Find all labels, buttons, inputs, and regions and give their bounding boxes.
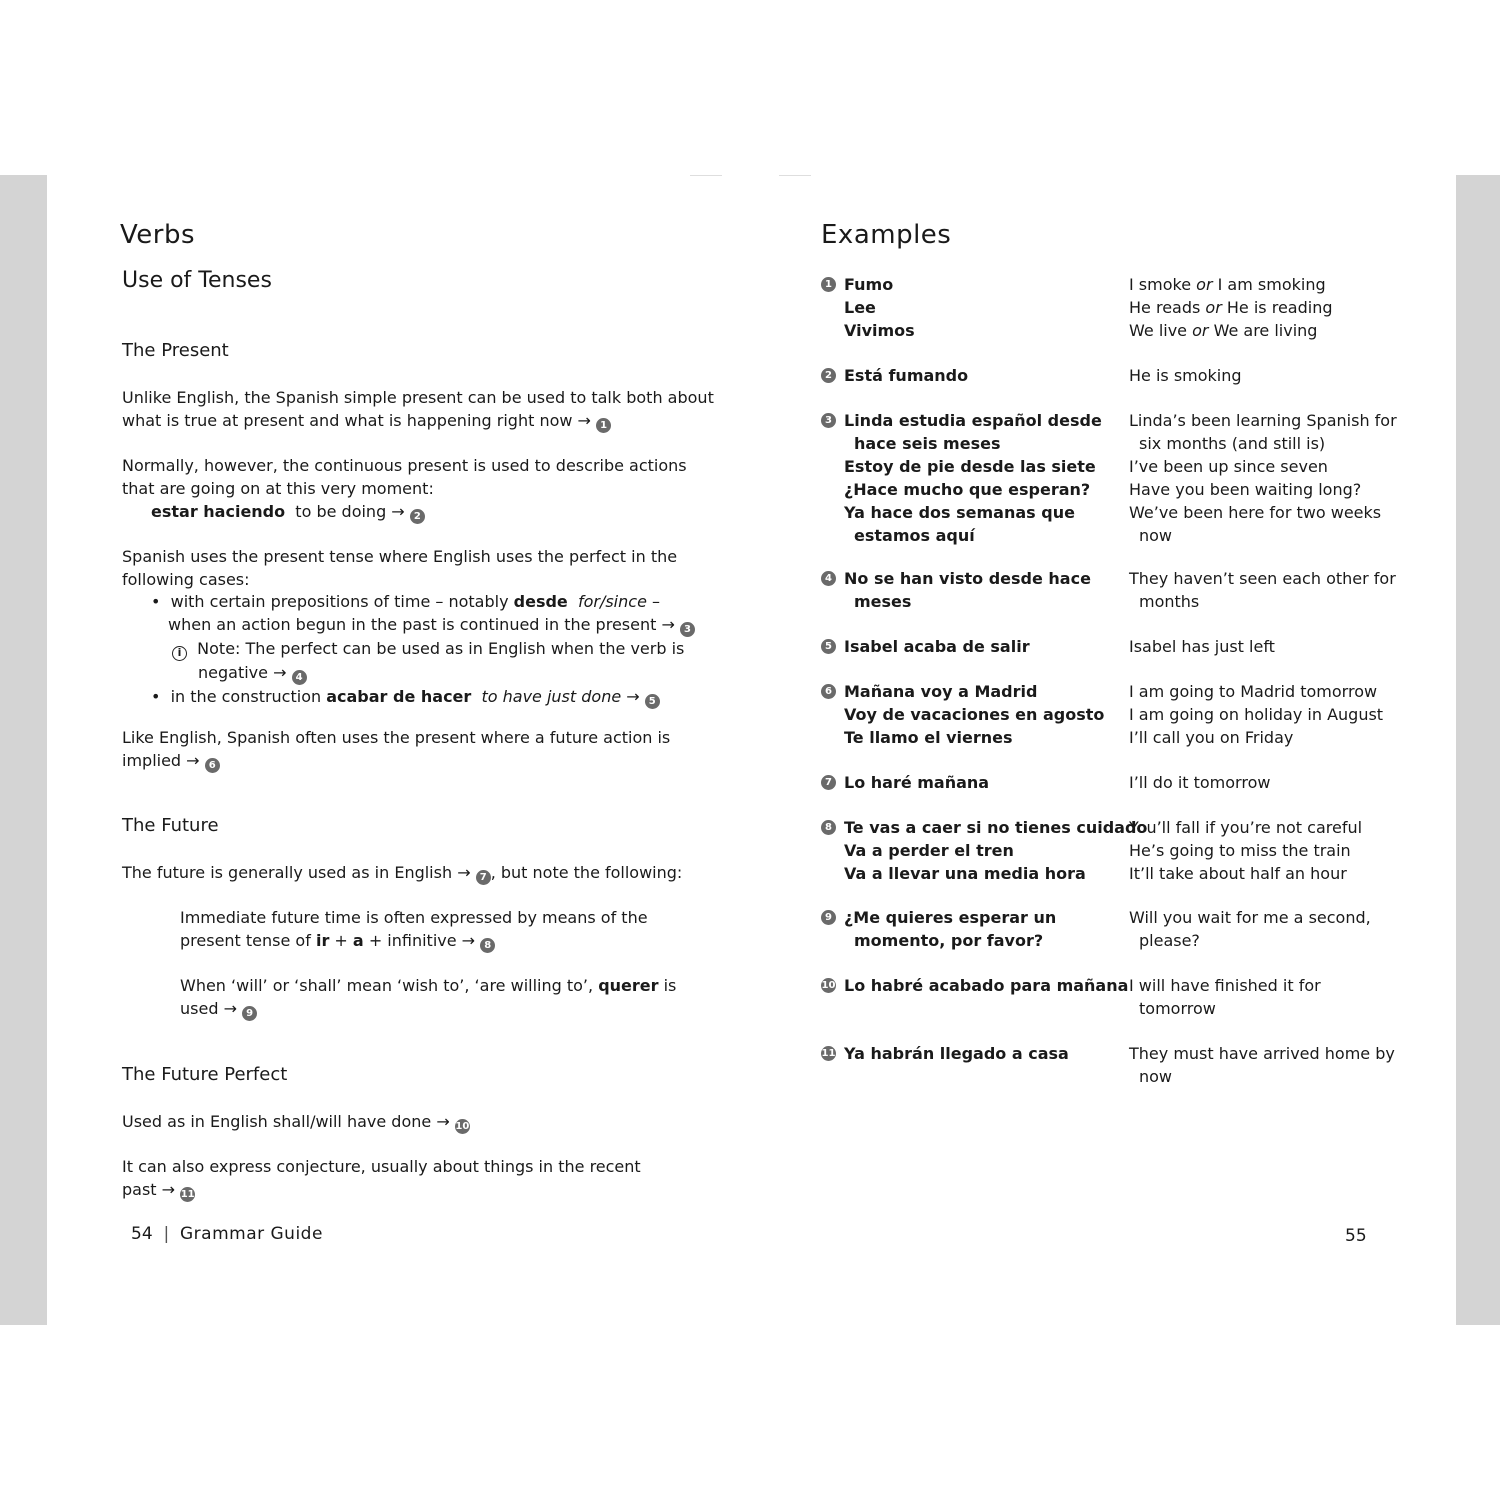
example-spanish: [844, 273, 915, 342]
example-english-line: Have you been waiting long?: [1129, 480, 1362, 499]
text-span: to have just done: [481, 687, 622, 706]
text-span: I am smoking: [1217, 275, 1326, 294]
text-line: Unlike English, the Spanish simple present can be used to talk both about: [122, 388, 714, 407]
example-number-icon: 1: [821, 277, 836, 292]
ref-number-icon[interactable]: 9: [242, 1006, 257, 1021]
example-english: [1129, 974, 1321, 1020]
text-span: We live: [1129, 321, 1188, 340]
text-line: Like English, Spanish often uses the present where a future action is: [122, 728, 671, 747]
future-perfect-heading: The Future Perfect: [122, 1064, 288, 1085]
text-span: , but note the following:: [490, 863, 683, 882]
example-english: [1129, 771, 1270, 794]
text-span: is: [663, 976, 677, 995]
example-spanish: [844, 364, 968, 387]
example-number-icon: 4: [821, 571, 836, 586]
example-english-line: I’ll do it tomorrow: [1129, 773, 1271, 792]
example-number-icon: 11: [821, 1048, 836, 1059]
example-number-icon: 2: [821, 368, 836, 383]
example-spanish: [844, 680, 1104, 749]
crop-mark: [690, 175, 722, 176]
example-english: [1129, 273, 1333, 342]
present-para-2: [122, 454, 687, 524]
text-span: when an action begun in the past is continued in the present →: [168, 615, 675, 634]
text-line: [122, 749, 670, 773]
example-spanish-line: Linda estudia español desde: [844, 411, 1102, 430]
page-number: 54: [131, 1224, 153, 1244]
example-english-line: I’ll call you on Friday: [1129, 728, 1294, 747]
spanish-term: a: [352, 931, 364, 950]
future-perfect-para-2: [122, 1155, 641, 1202]
ref-number-icon[interactable]: 3: [680, 622, 695, 637]
example-number-icon: 10: [821, 980, 836, 991]
example-spanish-line: Vivimos: [844, 321, 915, 340]
example-english: [1129, 567, 1396, 613]
example-english-line: please?: [1139, 931, 1200, 950]
example-english-line: He is smoking: [1129, 366, 1242, 385]
text-span: past →: [122, 1180, 176, 1199]
text-span: When ‘will’ or ‘shall’ mean ‘wish to’, ‘are willing to’,: [180, 976, 594, 995]
example-english-line: months: [1139, 592, 1200, 611]
example-spanish-line: Ya habrán llegado a casa: [844, 1044, 1069, 1063]
example-english-line: now: [1139, 526, 1173, 545]
example-number-icon: 3: [821, 413, 836, 428]
future-para-1: [122, 861, 682, 885]
example-english-line: [1129, 273, 1333, 296]
example-spanish: [844, 1042, 1069, 1065]
example-spanish-line: hace seis meses: [854, 434, 1001, 453]
example-number-icon: 9: [821, 910, 836, 925]
ref-number-icon[interactable]: 5: [645, 694, 660, 709]
example-number-icon: 5: [821, 639, 836, 654]
footer-title: Grammar Guide: [180, 1224, 323, 1244]
example-english-line: Isabel has just left: [1129, 637, 1275, 656]
example-english-line: We’ve been here for two weeks: [1129, 503, 1382, 522]
text-line: It can also express conjecture, usually about things in the recent: [122, 1157, 641, 1176]
example-spanish-line: momento, por favor?: [854, 931, 1044, 950]
text-span: He reads: [1129, 298, 1201, 317]
example-spanish: [844, 771, 989, 794]
text-span: Note: The perfect can be used as in English when the verb is: [197, 639, 685, 658]
example-spanish: [844, 635, 1030, 658]
example-spanish-line: Te llamo el viernes: [844, 728, 1013, 747]
example-english: [1129, 635, 1275, 658]
section-title: Use of Tenses: [122, 268, 272, 293]
example-english: [1129, 906, 1371, 952]
future-perfect-para-1: [122, 1110, 470, 1134]
footer-left: [131, 1224, 323, 1244]
text-span: implied →: [122, 751, 200, 770]
text-line: [122, 500, 687, 524]
left-margin-bar: [0, 175, 47, 1325]
example-english-line: now: [1139, 1067, 1173, 1086]
example-spanish-line: Va a llevar una media hora: [844, 864, 1086, 883]
example-spanish-line: Te vas a caer si no tienes cuidado: [844, 818, 1148, 837]
ref-number-icon[interactable]: 8: [480, 938, 495, 953]
example-english-line: [1129, 296, 1333, 319]
text-line: [122, 409, 714, 433]
text-span: +: [334, 931, 348, 950]
example-number-icon: 7: [821, 775, 836, 790]
text-line: [180, 929, 648, 953]
text-span: or: [1205, 298, 1222, 317]
example-english-line: [1129, 319, 1333, 342]
text-line: that are going on at this very moment:: [122, 479, 434, 498]
text-span: present tense of: [180, 931, 311, 950]
example-spanish-line: Lo haré mañana: [844, 773, 990, 792]
text-span: The future is generally used as in English →: [122, 863, 471, 882]
example-english-line: It’ll take about half an hour: [1129, 864, 1347, 883]
future-para-2: [180, 906, 648, 953]
text-span: or: [1192, 321, 1209, 340]
text-line: [151, 613, 695, 637]
text-span: –: [652, 592, 660, 611]
example-english-line: I will have finished it for: [1129, 976, 1321, 995]
text-span: to be doing →: [295, 502, 405, 521]
example-english-line: tomorrow: [1139, 999, 1216, 1018]
present-heading: The Present: [122, 340, 229, 361]
future-para-3: [180, 974, 676, 1021]
present-para-3: [122, 545, 677, 591]
ref-number-icon[interactable]: 2: [410, 509, 425, 524]
example-english-line: I am going to Madrid tomorrow: [1129, 682, 1378, 701]
spanish-term: estar haciendo: [151, 502, 286, 521]
example-spanish: [844, 567, 1091, 613]
text-span: what is true at present and what is happening right now →: [122, 411, 591, 430]
example-spanish-line: Lee: [844, 298, 876, 317]
example-english-line: Linda’s been learning Spanish for: [1129, 411, 1397, 430]
text-line: following cases:: [122, 570, 250, 589]
text-span: Used as in English shall/will have done →: [122, 1112, 450, 1131]
example-number-icon: 6: [821, 684, 836, 699]
chapter-title: Verbs: [120, 220, 196, 250]
example-spanish-line: estamos aquí: [854, 526, 975, 545]
example-english: [1129, 680, 1383, 749]
spanish-term: ir: [315, 931, 330, 950]
ref-number-icon[interactable]: 1: [596, 418, 611, 433]
text-line: Normally, however, the continuous present is used to describe actions: [122, 456, 687, 475]
note: [151, 637, 695, 661]
spanish-term: querer: [598, 976, 659, 995]
text-span: →: [626, 687, 640, 706]
example-spanish-line: Estoy de pie desde las siete: [844, 457, 1096, 476]
example-number-icon: 8: [821, 820, 836, 835]
example-spanish-line: Mañana voy a Madrid: [844, 682, 1038, 701]
text-span: for/since: [577, 592, 647, 611]
list-item: [151, 685, 695, 709]
example-english: [1129, 409, 1397, 547]
example-spanish: [844, 974, 1128, 997]
example-english-line: They haven’t seen each other for: [1129, 569, 1396, 588]
text-span: or: [1196, 275, 1213, 294]
example-spanish-line: Está fumando: [844, 366, 969, 385]
text-span: + infinitive →: [368, 931, 476, 950]
example-english: [1129, 1042, 1395, 1088]
crop-mark: [779, 175, 811, 176]
example-english: [1129, 816, 1362, 885]
example-english-line: six months (and still is): [1139, 434, 1326, 453]
example-english-line: I am going on holiday in August: [1129, 705, 1384, 724]
example-spanish-line: Lo habré acabado para mañana: [844, 976, 1129, 995]
present-para-1: [122, 386, 714, 433]
example-spanish-line: Va a perder el tren: [844, 841, 1014, 860]
text-span: negative →: [198, 663, 287, 682]
future-heading: The Future: [122, 815, 219, 836]
text-span: I smoke: [1129, 275, 1192, 294]
example-spanish-line: Voy de vacaciones en agosto: [844, 705, 1105, 724]
example-english: [1129, 364, 1242, 387]
example-spanish-line: Fumo: [844, 275, 894, 294]
ref-number-icon[interactable]: 4: [292, 670, 307, 685]
text-line: [180, 997, 676, 1021]
example-spanish: [844, 816, 1147, 885]
text-line: [122, 1178, 641, 1202]
ref-number-icon[interactable]: 10: [455, 1121, 470, 1132]
text-line: [151, 661, 695, 685]
page-number: 55: [1345, 1226, 1367, 1246]
example-english-line: Will you wait for me a second,: [1129, 908, 1371, 927]
text-span: We are living: [1213, 321, 1318, 340]
spanish-term: desde: [513, 592, 568, 611]
example-english-line: You’ll fall if you’re not careful: [1129, 818, 1363, 837]
example-spanish-line: No se han visto desde hace: [844, 569, 1091, 588]
text-span: used →: [180, 999, 237, 1018]
right-margin-bar: [1456, 175, 1500, 1325]
text-span: in the construction: [170, 687, 322, 706]
ref-number-icon[interactable]: 11: [180, 1189, 195, 1200]
example-spanish-line: Ya hace dos semanas que: [844, 503, 1075, 522]
example-english-line: They must have arrived home by: [1129, 1044, 1395, 1063]
example-spanish: [844, 409, 1102, 547]
text-line: Spanish uses the present tense where English uses the perfect in the: [122, 547, 678, 566]
info-icon: i: [172, 646, 187, 661]
example-spanish-line: ¿Me quieres esperar un: [844, 908, 1057, 927]
example-spanish-line: ¿Hace mucho que esperan?: [844, 480, 1091, 499]
bullet-icon: •: [151, 592, 161, 611]
example-english-line: I’ve been up since seven: [1129, 457, 1328, 476]
present-para-4: [122, 726, 670, 773]
text-line: Immediate future time is often expressed by means of the: [180, 908, 648, 927]
bullet-list: [151, 590, 695, 709]
text-span: He is reading: [1226, 298, 1333, 317]
footer-separator: |: [163, 1224, 170, 1244]
text-span: with certain prepositions of time – notably: [170, 592, 509, 611]
ref-number-icon[interactable]: 6: [205, 758, 220, 773]
example-spanish: [844, 906, 1056, 952]
example-spanish-line: meses: [854, 592, 912, 611]
list-item: [151, 590, 695, 613]
spanish-term: acabar de hacer: [326, 687, 472, 706]
example-english-line: He’s going to miss the train: [1129, 841, 1351, 860]
ref-number-icon[interactable]: 7: [476, 870, 491, 885]
bullet-icon: •: [151, 687, 161, 706]
example-spanish-line: Isabel acaba de salir: [844, 637, 1030, 656]
text-line: [180, 974, 676, 997]
examples-heading: Examples: [821, 220, 952, 250]
